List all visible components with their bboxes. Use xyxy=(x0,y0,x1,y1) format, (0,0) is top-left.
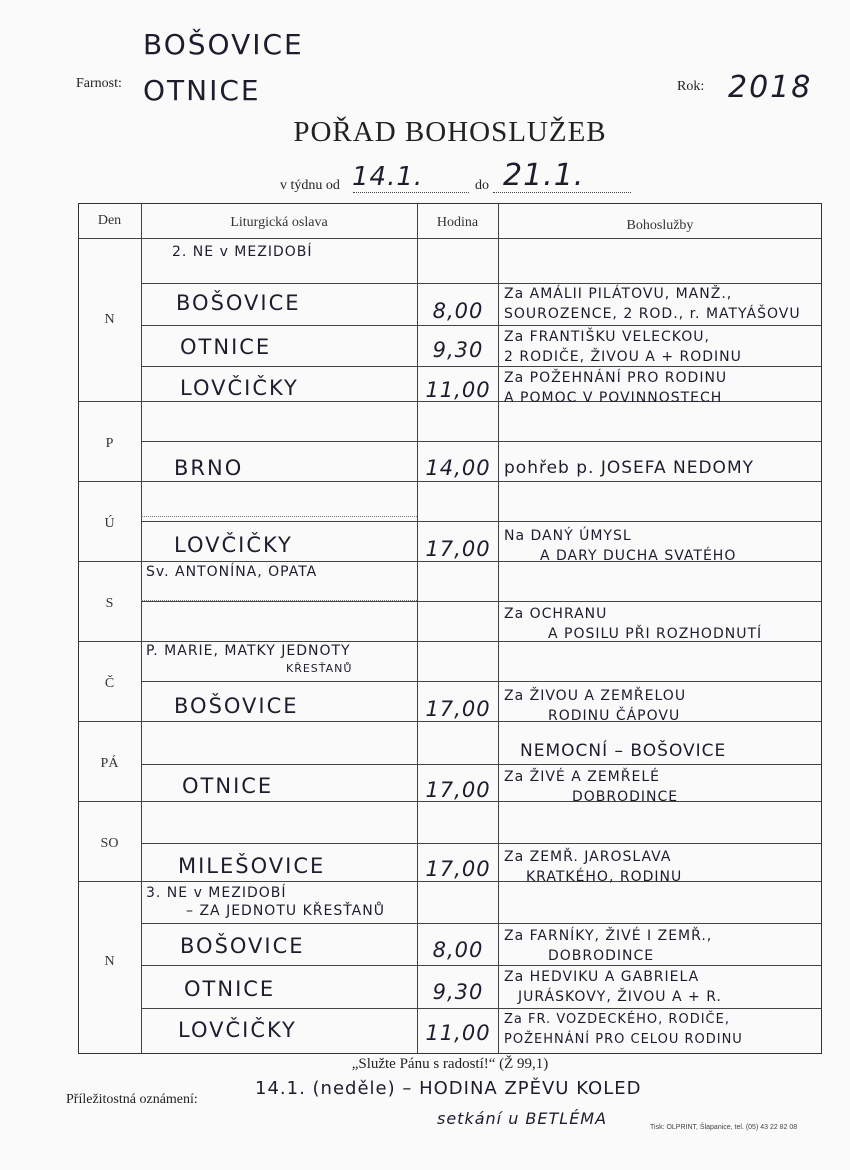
service-hour: 17,00 xyxy=(425,697,491,721)
liturgy-line: – ZA JEDNOTU KŘESŤANŮ xyxy=(186,903,385,919)
liturgy-celebration xyxy=(146,643,352,677)
dotted-row-line xyxy=(141,600,417,601)
liturgy-line: P. MARIE, MATKY JEDNOTY xyxy=(146,643,351,659)
year-value: 2018 xyxy=(728,70,813,105)
mass-intention-line: A DARY DUCHA SVATÉHO xyxy=(540,548,737,564)
week-from-date: 14.1. xyxy=(352,162,424,192)
mass-intention xyxy=(504,458,754,478)
mass-intention-line: Za AMÁLII PILÁTOVU, MANŽ., xyxy=(504,286,733,302)
column-divider xyxy=(498,203,499,1054)
mass-intention-line: pohřeb p. JOSEFA NEDOMY xyxy=(504,458,754,478)
notice-line1: 14.1. (neděle) – HODINA ZPĚVU KOLED xyxy=(255,1078,642,1099)
notice-label: Příležitostná oznámení: xyxy=(66,1092,198,1107)
row-divider xyxy=(141,843,822,844)
mass-intention xyxy=(504,604,762,644)
service-hour: 17,00 xyxy=(425,778,491,802)
liturgy-celebration xyxy=(146,884,385,920)
mass-intention xyxy=(504,526,736,566)
mass-intention-line: POŽEHNÁNÍ PRO CELOU RODINU xyxy=(504,1032,743,1047)
day-label-friday: PÁ xyxy=(100,756,119,771)
mass-intention-line: Za ŽIVÉ A ZEMŘELÉ xyxy=(504,769,660,785)
liturgy-line: 3. NE v MEZIDOBÍ xyxy=(146,885,287,901)
service-hour: 17,00 xyxy=(425,857,491,881)
service-place: BOŠOVICE xyxy=(176,291,301,315)
row-divider xyxy=(141,965,822,966)
service-place: BRNO xyxy=(174,456,244,480)
row-divider xyxy=(141,681,822,682)
header-day: Den xyxy=(97,213,122,228)
week-to-label: do xyxy=(475,178,489,193)
service-place: MILEŠOVICE xyxy=(178,854,326,878)
service-hour: 11,00 xyxy=(425,378,491,402)
mass-intention-line: Za POŽEHNÁNÍ PRO RODINU xyxy=(504,370,728,386)
mass-intention-line: Za OCHRANU xyxy=(504,606,608,622)
day-divider xyxy=(78,481,822,482)
mass-intention xyxy=(504,368,727,408)
row-divider xyxy=(141,923,822,924)
document-title: POŘAD BOHOSLUŽEB xyxy=(293,116,607,148)
mass-intention-line: SOUROZENCE, 2 ROD., r. MATYÁŠOVU xyxy=(504,306,801,322)
mass-intention xyxy=(504,284,801,324)
row-divider xyxy=(141,441,822,442)
service-place: BOŠOVICE xyxy=(174,694,299,718)
header-row-divider xyxy=(78,238,822,239)
service-hour: 14,00 xyxy=(425,456,491,480)
column-divider xyxy=(417,203,418,1054)
day-label-saturday: SO xyxy=(100,836,119,851)
row-divider xyxy=(141,325,822,326)
day-label-wednesday: S xyxy=(105,596,114,611)
mass-intention-line: DOBRODINCE xyxy=(572,789,679,805)
mass-intention xyxy=(504,926,712,966)
mass-intention-line: DOBRODINCE xyxy=(548,948,655,964)
header-celebration: Liturgická oslava xyxy=(230,215,328,230)
header-services: Bohoslužby xyxy=(626,218,694,233)
service-hour: 17,00 xyxy=(425,537,491,561)
mass-intention-line: JURÁSKOVY, ŽIVOU A + R. xyxy=(518,989,722,1005)
mass-intention-line: Za ZEMŘ. JAROSLAVA xyxy=(504,849,672,865)
service-hour: 8,00 xyxy=(432,938,484,962)
motto: „Služte Pánu s radostí!“ (Ž 99,1) xyxy=(351,1056,549,1072)
column-divider xyxy=(141,203,142,1054)
week-to-date: 21.1. xyxy=(503,158,585,193)
day-label-sunday: N xyxy=(104,312,115,327)
mass-intention-line: Za HEDVIKU A GABRIELA xyxy=(504,969,700,985)
notice-line2: setkání u BETLÉMA xyxy=(437,1109,608,1128)
liturgy-celebration: Sv. ANTONÍNA, OPATA xyxy=(146,564,318,580)
mass-intention xyxy=(504,327,742,367)
week-label: v týdnu od xyxy=(280,178,340,193)
printer-imprint: Tisk: OLPRINT, Šlapanice, tel. (05) 43 22 82 08 xyxy=(650,1124,798,1131)
liturgy-celebration: 2. NE v MEZIDOBÍ xyxy=(172,244,313,260)
mass-intention xyxy=(504,686,686,726)
mass-intention xyxy=(504,967,722,1007)
mass-intention-line: 2 RODIČE, ŽIVOU A + RODINU xyxy=(504,349,742,365)
service-place: BOŠOVICE xyxy=(180,934,305,958)
liturgy-line: KŘESŤANŮ xyxy=(286,662,353,675)
header-hour: Hodina xyxy=(436,215,479,230)
day-divider xyxy=(78,881,822,882)
service-hour: 8,00 xyxy=(432,299,484,323)
service-hour: 9,30 xyxy=(432,980,484,1004)
dotted-row-line xyxy=(141,516,417,517)
parish-name-line2: OTNICE xyxy=(143,74,261,107)
row-divider xyxy=(141,764,822,765)
mass-intention-line: Na DANÝ ÚMYSL xyxy=(504,528,632,544)
service-place: OTNICE xyxy=(180,335,272,359)
mass-intention xyxy=(504,767,678,807)
mass-intention-line: NEMOCNÍ – BOŠOVICE xyxy=(520,741,727,761)
mass-intention-line: Za FRANTIŠKU VELECKOU, xyxy=(504,329,710,345)
parish-name-line1: BOŠOVICE xyxy=(143,28,304,61)
parish-label: Farnost: xyxy=(76,76,122,91)
service-hour: 9,30 xyxy=(432,338,484,362)
service-hour: 11,00 xyxy=(425,1021,491,1045)
mass-intention-line: Za FR. VOZDECKÉHO, RODIČE, xyxy=(504,1012,730,1027)
service-place: OTNICE xyxy=(182,774,274,798)
mass-intention-line: A POSILU PŘI ROZHODNUTÍ xyxy=(548,626,763,642)
service-place: LOVČIČKY xyxy=(180,376,299,400)
mass-intention-line: Za ŽIVOU A ZEMŘELOU xyxy=(504,688,687,704)
mass-intention xyxy=(504,1010,743,1050)
mass-intention-line: A POMOC V POVINNOSTECH xyxy=(504,390,723,406)
row-divider xyxy=(141,1008,822,1009)
mass-intention xyxy=(520,741,726,761)
row-divider xyxy=(141,521,822,522)
day-label-sunday-2: N xyxy=(104,954,115,969)
day-label-monday: P xyxy=(105,436,114,451)
service-place: LOVČIČKY xyxy=(178,1018,297,1042)
mass-intention-line: KRATKÉHO, RODINU xyxy=(526,869,683,885)
day-divider xyxy=(78,721,822,722)
service-place: OTNICE xyxy=(184,977,276,1001)
service-place: LOVČIČKY xyxy=(174,533,293,557)
mass-intention-line: RODINU ČÁPOVU xyxy=(548,708,681,724)
day-label-thursday: Č xyxy=(104,676,115,691)
year-label: Rok: xyxy=(677,79,705,94)
mass-intention-line: Za FARNÍKY, ŽIVÉ I ZEMŘ., xyxy=(504,928,713,944)
day-label-tuesday: Ú xyxy=(104,516,115,531)
mass-intention xyxy=(504,847,682,887)
row-divider xyxy=(141,601,822,602)
